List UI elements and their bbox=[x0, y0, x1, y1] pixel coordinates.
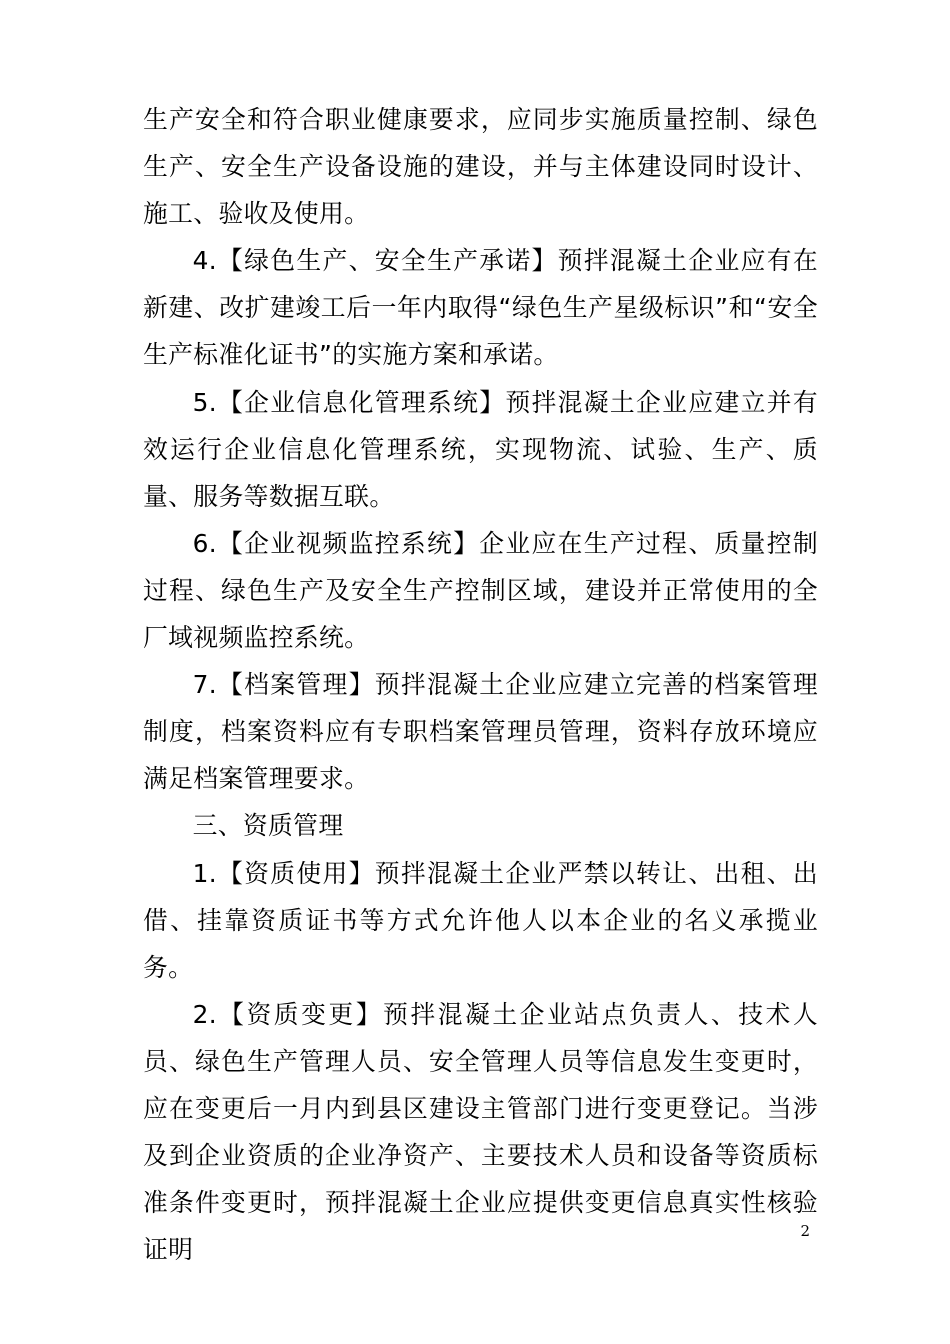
paragraph-item-2: 2.【资质变更】预拌混凝土企业站点负责人、技术人员、绿色生产管理人员、安全管理人员等信息发生变更时，应在变更后一月内到县区建设主管部门进行变更登记。当涉及到企业资质的企业净资产、主要技术人员和设备等资质标准条件变更时，预拌混凝土企业应提供变更信息真实性核验证明 bbox=[143, 999, 818, 1265]
section-heading: 三、资质管理 bbox=[192, 811, 344, 841]
paragraph-item-7: 7.【档案管理】预拌混凝土企业应建立完善的档案管理制度，档案资料应有专职档案管理员管理，资料存放环境应满足档案管理要求。 bbox=[143, 670, 818, 794]
document-body bbox=[143, 96, 818, 1273]
page-number: 2 bbox=[800, 1222, 810, 1240]
paragraph-item-6: 6.【企业视频监控系统】企业应在生产过程、质量控制过程、绿色生产及安全生产控制区域，建设并正常使用的全厂域视频监控系统。 bbox=[143, 528, 818, 653]
paragraph-item-5: 5.【企业信息化管理系统】预拌混凝土企业应建立并有效运行企业信息化管理系统，实现物流、试验、生产、质量、服务等数据互联。 bbox=[143, 387, 818, 511]
paragraph-item-1: 1.【资质使用】预拌混凝土企业严禁以转让、出租、出借、挂靠资质证书等方式允许他人以本企业的名义承揽业务。 bbox=[143, 858, 818, 982]
paragraph-continuation: 生产安全和符合职业健康要求，应同步实施质量控制、绿色生产、安全生产设备设施的建设，并与主体建设同时设计、施工、验收及使用。 bbox=[143, 105, 818, 229]
paragraph-item-4: 4.【绿色生产、安全生产承诺】预拌混凝土企业应有在新建、改扩建竣工后一年内取得“绿色生产星级标识”和“安全生产标准化证书”的实施方案和承诺。 bbox=[143, 246, 818, 370]
